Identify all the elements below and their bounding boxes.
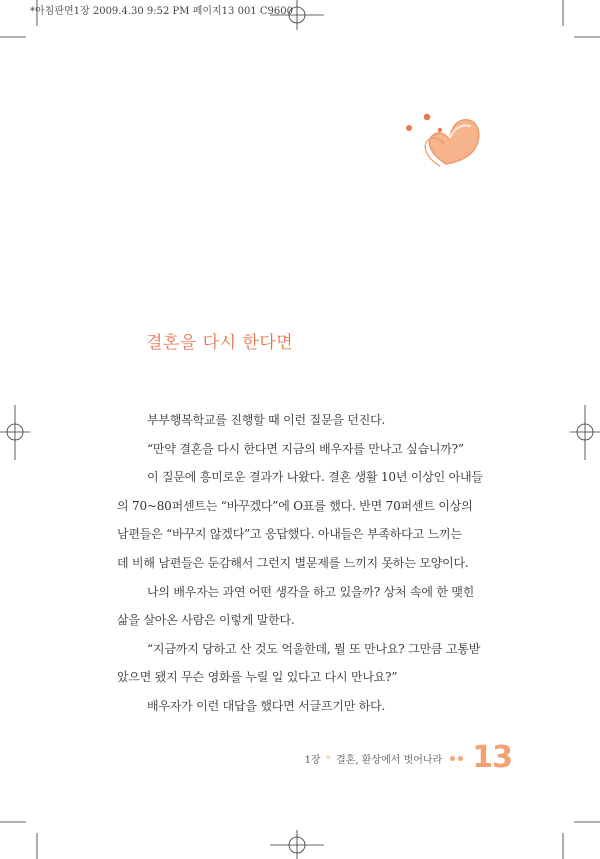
footer-chapter-title: 결혼, 환상에서 벗어나라 [336, 754, 443, 766]
paragraph-line: 부부행복학교를 진행할 때 이런 질문을 던진다. [147, 413, 386, 427]
running-footer [304, 740, 512, 775]
footer-dots-icon [450, 756, 463, 761]
paragraph-line: 았으면 됐지 무슨 영화를 누릴 일 있다고 다시 만나요?” [117, 670, 398, 685]
footer-chapter: 1장 [304, 754, 321, 766]
paragraph-line: “지금까지 당하고 산 것도 억울한데, 뭘 또 만나요? 그만큼 고통받 [147, 641, 481, 656]
paragraph-line: 나의 배우자는 과연 어떤 생각을 하고 있을까? 상처 속에 한 맺힌 [147, 584, 475, 599]
paragraph-line: 의 70~80퍼센트는 “바꾸겠다”에 O표를 했다. 반면 70퍼센트 이상의 [117, 498, 473, 513]
paragraph-line: 데 비해 남편들은 둔감해서 그런지 별문제를 느끼지 못하는 모양이다. [117, 555, 469, 570]
body-text [117, 406, 483, 721]
paragraph-line: 남편들은 “바꾸지 않겠다”고 응답했다. 아내들은 부족하다고 느끼는 [117, 527, 462, 542]
paragraph-line: 배우자가 이런 대답을 했다면 서글프기만 하다. [147, 698, 386, 713]
heart-decoration-icon [400, 108, 488, 174]
paragraph-line: “만약 결혼을 다시 한다면 지금의 배우자를 만나고 싶습니까?” [147, 441, 464, 456]
paragraph-line: 이 질문에 흥미로운 결과가 나왔다. 결혼 생활 10년 이상인 아내들 [147, 470, 483, 485]
footer-arrow-icon: » [325, 753, 332, 763]
paragraph-line: 삶을 살아온 사람은 이렇게 말한다. [117, 613, 295, 628]
section-heading: 결혼을 다시 한다면 [146, 333, 294, 353]
page-number: 13 [472, 740, 512, 775]
print-slug-line: *아침판면1장 2009.4.30 9:52 PM 페이지13 001 C9600 [30, 6, 293, 17]
